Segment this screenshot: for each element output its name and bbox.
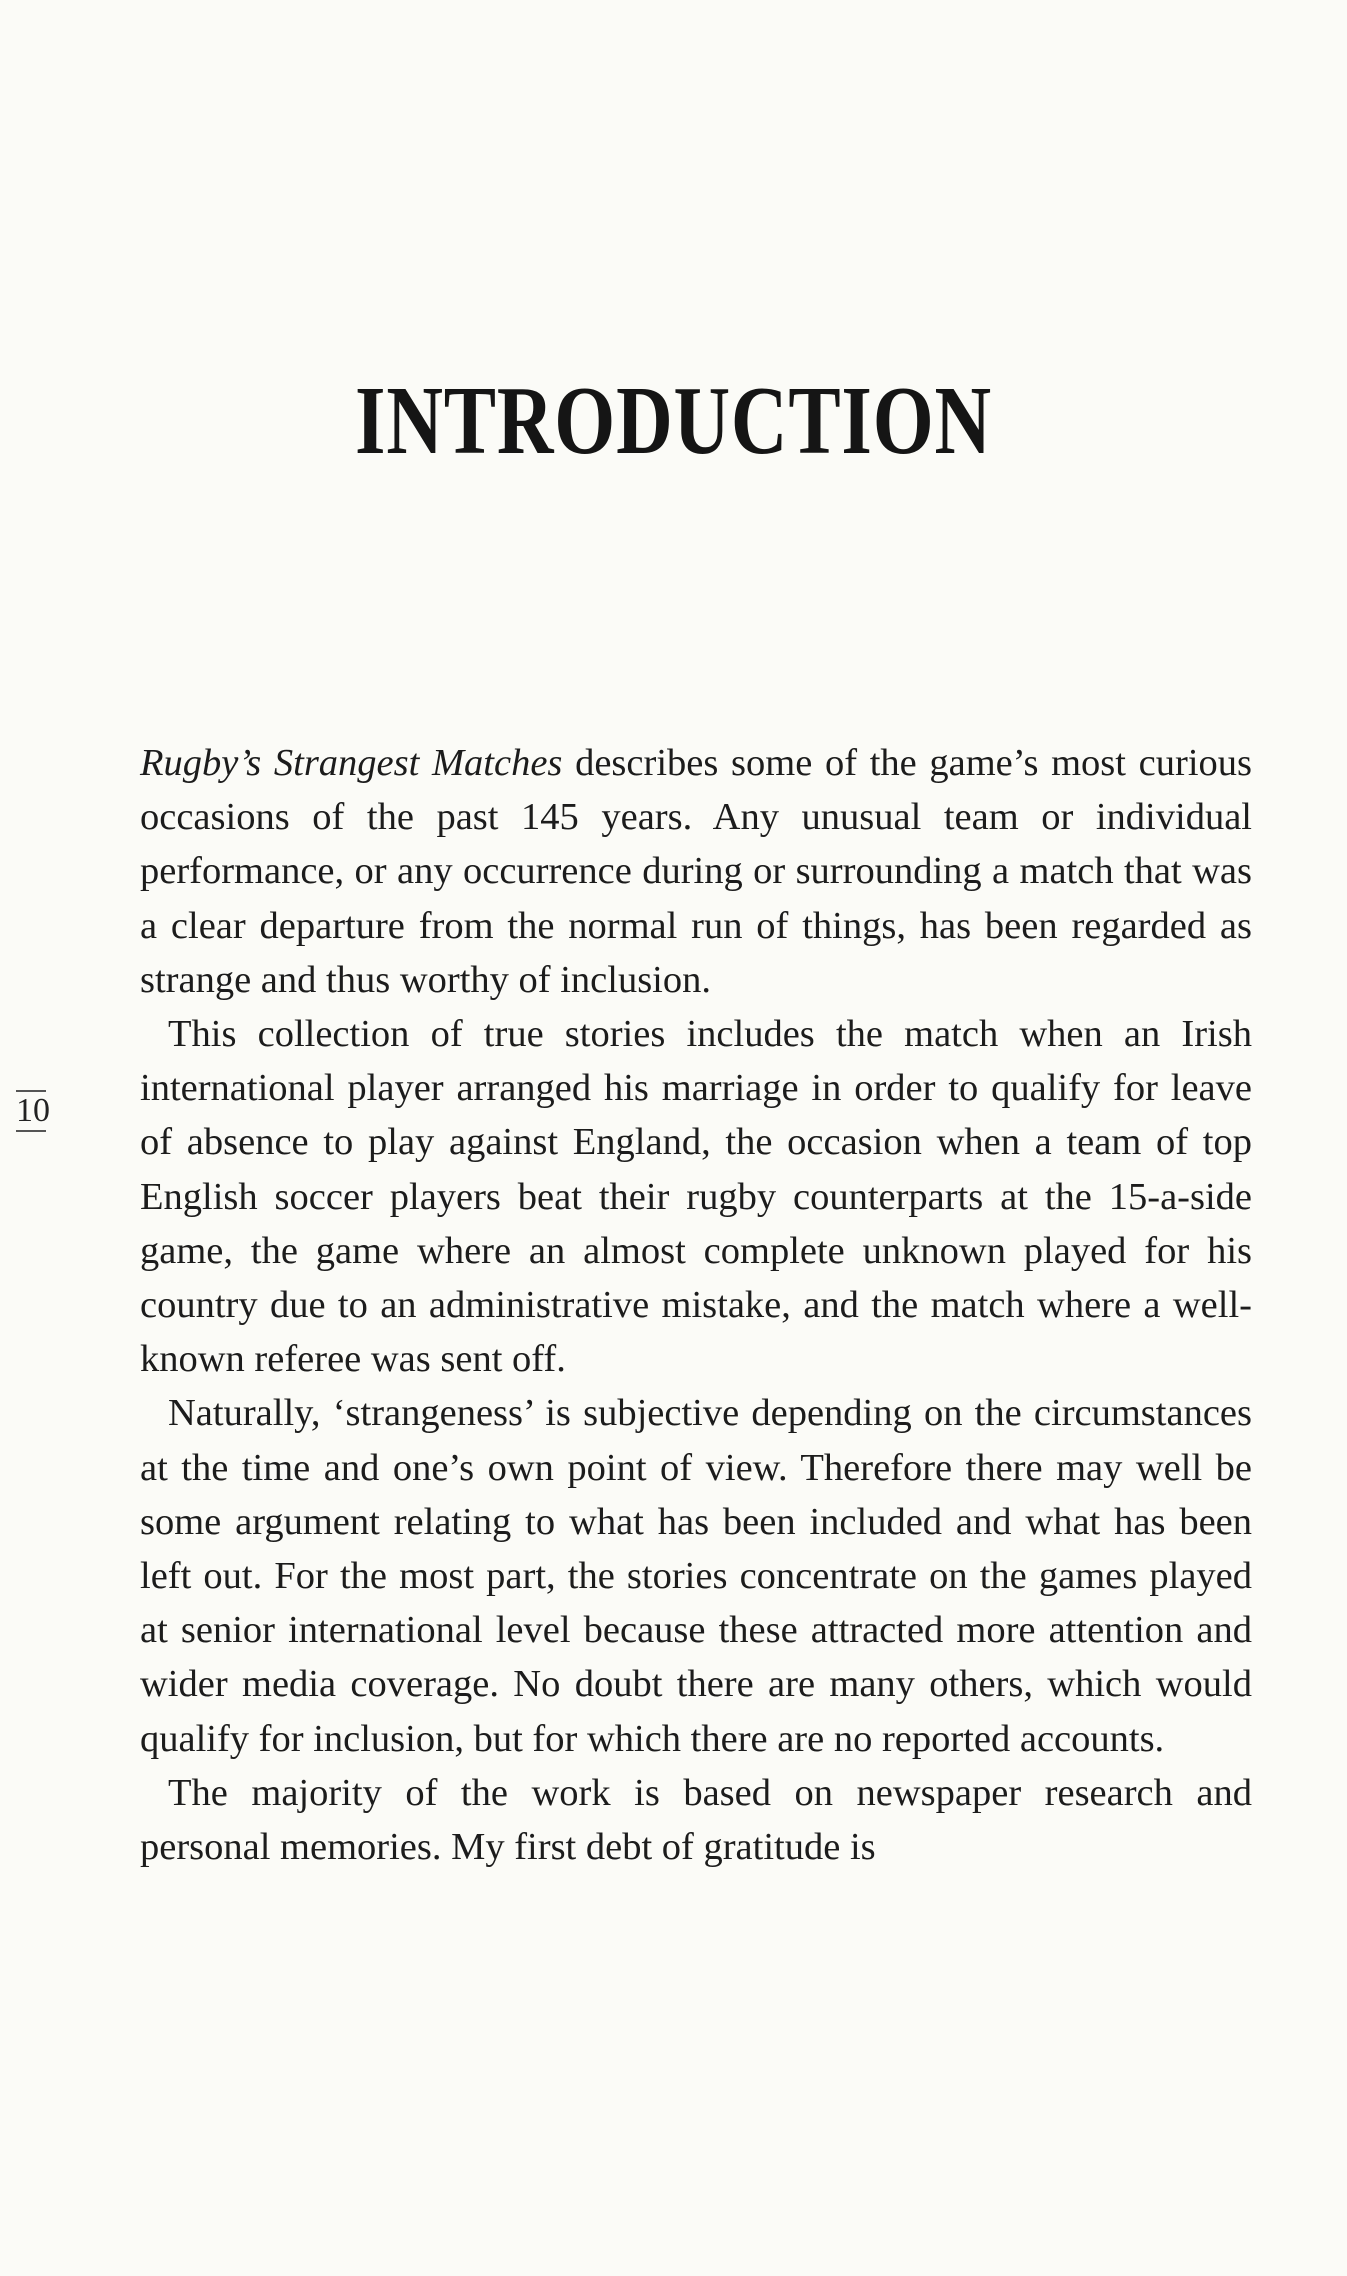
page-number-rule-bottom [16, 1130, 46, 1132]
paragraph-1 [140, 736, 1252, 1007]
page-number-text: 10 [16, 1092, 50, 1129]
paragraph-2: This collection of true stories includes the match when an Irish international player arranged his marriage in order to qualify for leave of absence to play against England, the occasion when a team of top English soccer players beat their rugby counterparts at the 15-a-side game, the game where an almost complete unknown played for his country due to an administrative mistake, and the match where a well-known referee was sent off. [140, 1013, 1252, 1381]
paragraph-3: Naturally, ‘strangeness’ is subjective depending on the circumstances at the time and one’s own point of view. Therefore there may well be some argument relating to what has been included and what has been left out. For the most part, the stories concentrate on the games played at senior international level because these attracted more attention and wider media coverage. No doubt there are many others, which would qualify for inclusion, but for which there are no reported accounts. [140, 1392, 1252, 1760]
body-text [140, 736, 1252, 1874]
chapter-title: INTRODUCTION [355, 367, 992, 475]
paragraph-4: The majority of the work is based on newspaper research and personal memories. My first debt of gratitude is [140, 1771, 1252, 1869]
book-title: Rugby’s Strangest Matches [140, 742, 563, 784]
page-number [16, 1090, 50, 1132]
paragraph-1-text: describes some of the game’s most curious occasions of the past 145 years. Any unusual team or individual performance, or any occurrence during or surrounding a match that was a clear departure from the normal run of things, has been regarded as strange and thus worthy of inclusion. [140, 742, 1252, 1001]
